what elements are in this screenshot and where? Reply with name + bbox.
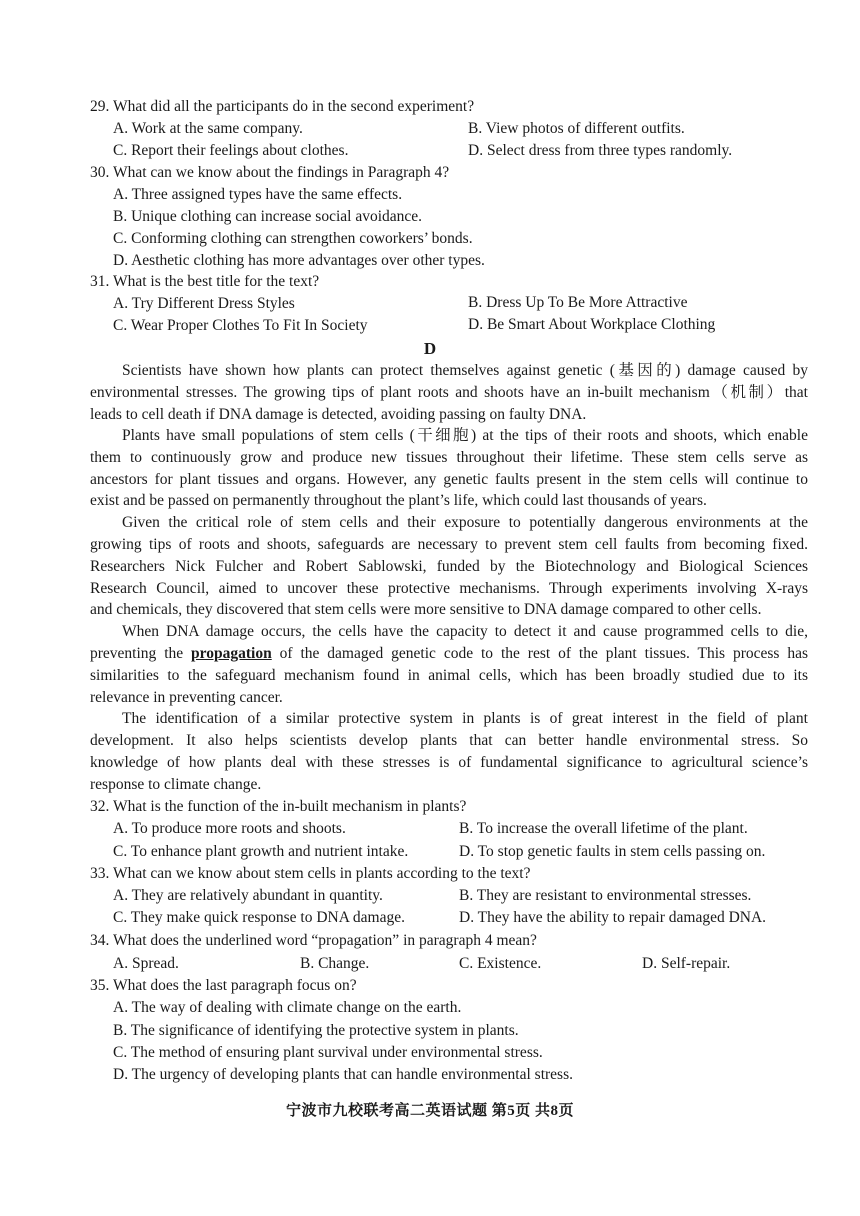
question-35-stem: 35. What does the last paragraph focus on? [90,977,357,994]
passage-p4-line4: relevance in preventing cancer. [90,689,283,706]
question-31-option-b: B. Dress Up To Be More Attractive [468,294,688,311]
passage-p5-line3: knowledge of how plants deal with these stresses is of fundamental significance to agricultural science’s [90,754,808,771]
passage-p3-line5: and chemicals, they discovered that stem cells were more sensitive to DNA damage compared to other cells. [90,601,762,618]
question-29-option-c: C. Report their feelings about clothes. [113,142,349,159]
page-footer: 宁波市九校联考高二英语试题 第5页 共8页 [285,1103,574,1119]
question-30-stem: 30. What can we know about the findings in Paragraph 4? [90,164,450,181]
passage-p3-line1: Given the critical role of stem cells and their exposure to potentially dangerous environments at the [122,514,808,531]
question-32-option-d: D. To stop genetic faults in stem cells passing on. [459,843,766,860]
question-34-stem: 34. What does the underlined word “propagation” in paragraph 4 mean? [90,932,537,949]
passage-p1-line1: Scientists have shown how plants can protect themselves against genetic (基因的) damage caused by [122,362,808,379]
underlined-word-propagation: propagation [191,645,272,662]
passage-p5-line1: The identification of a similar protective system in plants is of great interest in the field of plant [122,710,808,727]
question-35-option-c: C. The method of ensuring plant survival under environmental stress. [113,1044,543,1061]
question-34-option-a: A. Spread. [113,955,179,972]
question-29-option-b: B. View photos of different outfits. [468,120,685,137]
passage-p4-line1: When DNA damage occurs, the cells have the capacity to detect it and cause programmed cells to die, [122,623,808,640]
question-35-option-b: B. The significance of identifying the protective system in plants. [113,1022,519,1039]
passage-p1-line3: leads to cell death if DNA damage is detected, avoiding passing on faulty DNA. [90,406,587,423]
question-33-option-a: A. They are relatively abundant in quantity. [113,887,383,904]
question-33-option-b: B. They are resistant to environmental stresses. [459,887,752,904]
section-letter: D [423,339,437,358]
passage-p5-line2: development. It also helps scientists develop plants that can better handle environmental stress. So [90,732,808,749]
passage-p3-line2: growing tips of roots and shoots, safeguards are necessary to prevent stem cell faults from becoming fixed. [90,536,808,553]
question-31-option-a: A. Try Different Dress Styles [113,295,295,312]
question-33-stem: 33. What can we know about stem cells in plants according to the text? [90,865,531,882]
question-31-option-d: D. Be Smart About Workplace Clothing [468,316,716,333]
passage-p1-line2: environmental stresses. The growing tips of plant roots and shoots have an in-built mechanism（机制）that [90,384,808,401]
question-35-option-d: D. The urgency of developing plants that can handle environmental stress. [113,1066,573,1083]
passage-p3-line4: Research Council, aimed to uncover these protective mechanisms. Through experiments involving X-rays [90,580,808,597]
question-32-option-b: B. To increase the overall lifetime of the plant. [459,820,748,837]
question-34-option-c: C. Existence. [459,955,542,972]
passage-p2-line3: ancestors for plant tissues and organs. However, any genetic faults present in the stem cells will continue to [90,471,808,488]
passage-p4-line2-pre: preventing the [90,645,192,662]
question-32-stem: 32. What is the function of the in-built mechanism in plants? [90,798,467,815]
question-30-option-d: D. Aesthetic clothing has more advantages over other types. [113,252,485,269]
passage-p3-line3: Researchers Nick Fulcher and Robert Sablowski, funded by the Biotechnology and Biological Sciences [90,558,808,575]
passage-p2-line2: them to continuously grow and produce new tissues throughout their lifetime. These stem cells serve as [90,449,808,466]
passage-p5-line4: response to climate change. [90,776,262,793]
question-29-option-d: D. Select dress from three types randomly. [468,142,733,159]
passage-p2-line4: exist and be passed on permanently throughout the plant’s life, which could last thousands of years. [90,492,707,509]
passage-p2-line1: Plants have small populations of stem cells (干细胞) at the tips of their roots and shoots, which enable [122,427,808,444]
question-30-option-b: B. Unique clothing can increase social avoidance. [113,208,423,225]
question-32-option-c: C. To enhance plant growth and nutrient intake. [113,843,409,860]
question-32-option-a: A. To produce more roots and shoots. [113,820,346,837]
question-34-option-b: B. Change. [300,955,370,972]
question-29-stem: 29. What did all the participants do in the second experiment? [90,98,475,115]
question-30-option-c: C. Conforming clothing can strengthen coworkers’ bonds. [113,230,473,247]
passage-p4-line2-post: of the damaged genetic code to the rest of the plant tissues. This process has [271,645,808,662]
question-31-option-c: C. Wear Proper Clothes To Fit In Society [113,317,368,334]
passage-p4-line3: similarities to the safeguard mechanism found in animal cells, which has been broadly studied due to its [90,667,808,684]
question-35-option-a: A. The way of dealing with climate change on the earth. [113,999,462,1016]
question-34-option-d: D. Self-repair. [642,955,731,972]
question-33-option-d: D. They have the ability to repair damaged DNA. [459,909,767,926]
question-31-stem: 31. What is the best title for the text? [90,273,320,290]
passage-p4-line2 [90,644,808,664]
question-30-option-a: A. Three assigned types have the same effects. [113,186,403,203]
question-33-option-c: C. They make quick response to DNA damage. [113,909,405,926]
question-29-option-a: A. Work at the same company. [113,120,303,137]
